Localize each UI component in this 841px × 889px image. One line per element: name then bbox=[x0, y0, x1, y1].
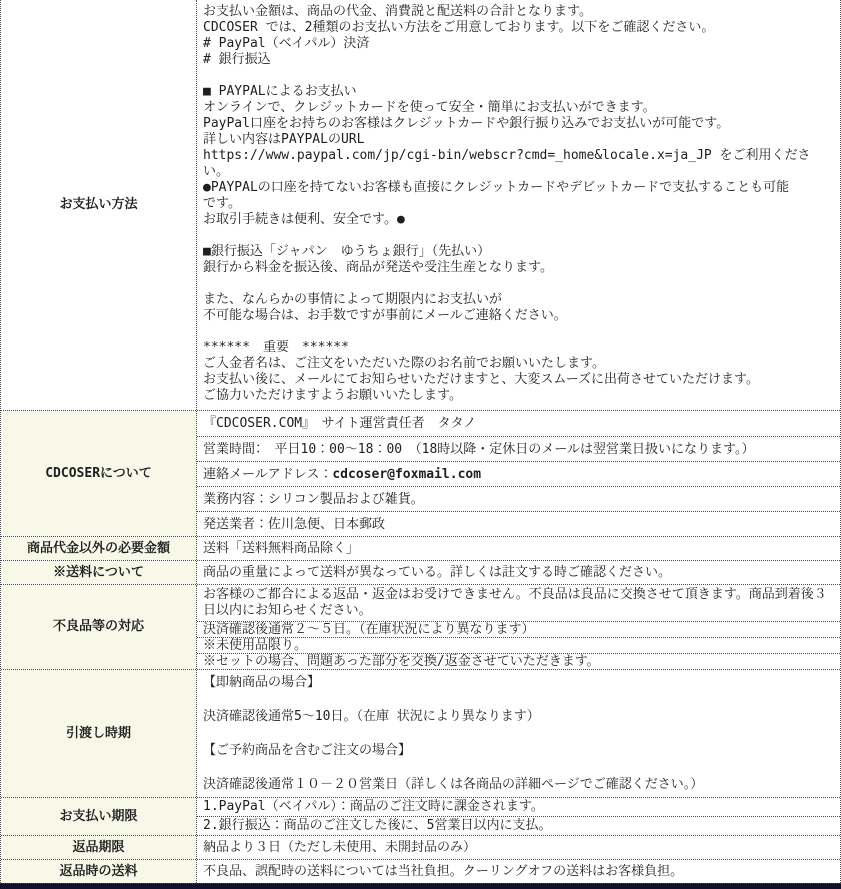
delivery-time-content bbox=[197, 670, 840, 797]
text-line: 不可能な場合は、お手数ですが事前にメールご連絡ください。 bbox=[203, 308, 567, 323]
table-row-defective-items bbox=[1, 584, 840, 669]
payment-deadline-content bbox=[197, 798, 840, 835]
text-line: # PayPal（ベイパル）決済 bbox=[203, 36, 370, 51]
table-row-shipping-note bbox=[1, 560, 840, 584]
text-line: 【ご予約商品を含むご注文の場合】 bbox=[203, 743, 412, 758]
paypal-url-line: https://www.paypal.com/jp/cgi-bin/webscr?cmd=_home&locale.x=ja_JP をご利用ください。 bbox=[203, 148, 811, 179]
unused-only-cell: ※未使用品限り。 bbox=[197, 637, 840, 653]
table-row-extra-fees bbox=[1, 536, 840, 560]
blank-line bbox=[203, 276, 836, 292]
text-line: お取引手続きは便利、安全です。● bbox=[203, 212, 405, 227]
text-line: お支払い金額は、商品の代金、消費説と配送料の合計となります。 bbox=[203, 4, 592, 19]
blank-line bbox=[203, 324, 836, 340]
row-header-shipping-note: ※送料について bbox=[1, 561, 197, 584]
row-header-extra-fees: 商品代金以外の必要金額 bbox=[1, 537, 197, 560]
blank-line bbox=[203, 691, 836, 708]
text-line: オンラインで、クレジットカードを使って安全・簡単にお支払いができます。 bbox=[203, 100, 656, 115]
business-description-cell: 業務内容：シリコン製品および雑貨。 bbox=[197, 486, 840, 511]
text-line: 【即納商品の場合】 bbox=[203, 675, 321, 690]
delivery-time-cell bbox=[197, 670, 840, 797]
shipping-carriers-cell: 発送業者：佐川急便、日本郵政 bbox=[197, 511, 840, 536]
table-row-return-deadline bbox=[1, 835, 840, 859]
row-header-payment-deadline: お支払い期限 bbox=[1, 798, 197, 835]
text-line: CDCOSER では、2種類のお支払い方法をご用意しております。以下をご確認ください。 bbox=[203, 20, 715, 35]
row-header-return-deadline: 返品期限 bbox=[1, 836, 197, 859]
text-line: ●PAYPALの口座を持てないお客様も直接にクレジットカードやデビットカードで支払することも可能 bbox=[203, 180, 790, 195]
text-line: ご入金者名は、ご注文をいただいた際のお名前でお願いいたします。 bbox=[203, 356, 605, 371]
table-row-return-shipping bbox=[1, 859, 840, 883]
payment-method-content bbox=[197, 0, 840, 410]
text-line: また、なんらかの事情によって期限内にお支払いが bbox=[203, 292, 503, 307]
text-line: ご協力いただけますようお願いいたします。 bbox=[203, 388, 462, 403]
row-header-payment-method: お支払い方法 bbox=[1, 0, 197, 410]
return-shipping-content bbox=[197, 860, 840, 883]
return-deadline-content bbox=[197, 836, 840, 859]
blank-line bbox=[203, 228, 836, 244]
return-deadline-cell: 納品より３日（ただし未使用、未開封品のみ） bbox=[203, 840, 477, 855]
shipping-note-cell: 商品の重量によって送料が異なっている。詳しくは註文する時ご確認ください。 bbox=[203, 565, 672, 580]
contact-email-label: 連絡メールアドレス： bbox=[203, 467, 333, 482]
table-row-payment-deadline bbox=[1, 797, 840, 835]
bottom-bar bbox=[0, 883, 841, 889]
extra-fees-content bbox=[197, 537, 840, 560]
table-row-payment-method bbox=[1, 0, 840, 410]
text-line: 決済確認後通常１０－２０営業日（詳しくは各商品の詳細ページでご確認ください。） bbox=[203, 777, 704, 792]
defective-items-content bbox=[197, 585, 840, 669]
table-row-delivery-time bbox=[1, 669, 840, 797]
bank-deadline-cell: 2.銀行振込：商品のご注文した後に、5営業日以内に支払。 bbox=[197, 816, 840, 835]
about-cdcoser-content bbox=[197, 411, 840, 536]
extra-fees-cell: 送料「送料無料商品除く」 bbox=[203, 541, 360, 556]
text-line: 詳しい内容はPAYPALのURL bbox=[203, 132, 365, 147]
table-row-about-cdcoser bbox=[1, 410, 840, 536]
return-shipping-cell: 不良品、誤配時の送料については当社負担。クーリングオフの送料はお客様負担。 bbox=[203, 864, 684, 879]
text-line: # 銀行振込 bbox=[203, 52, 271, 67]
row-header-delivery-time: 引渡し時期 bbox=[1, 670, 197, 797]
text-line: PayPal口座をお持ちのお客様はクレジットカードや銀行振り込みでお支払いが可能です。 bbox=[203, 116, 730, 131]
text-line: 銀行から料金を振込後、商品が発送や受注生産となります。 bbox=[203, 260, 553, 275]
contact-email: cdcoser@foxmail.com bbox=[332, 467, 482, 482]
important-note-heading: ****** 重要 ****** bbox=[203, 340, 349, 355]
return-policy-cell: お客様のご都合による返品・返金はお受けできません。不良品は良品に交換させて頂きます。商品到着後３日以内にお知らせください。 bbox=[203, 587, 827, 618]
text-line: お支払い後に、メールにてお知らせいただけますと、大変スムーズに出荷させていただけます。 bbox=[203, 372, 760, 387]
business-hours-cell: 営業時間： 平日10：00～18：00 （18時以降・定休日のメールは翌営業日扱いになります。） bbox=[197, 436, 840, 461]
shipping-note-content bbox=[197, 561, 840, 584]
blank-line bbox=[203, 68, 836, 84]
text-line: ■銀行振込「ジャパン ゆうちょ銀行」（先払い） bbox=[203, 244, 491, 259]
paypal-deadline-cell: 1.PayPal（ベイパル）：商品のご注文時に課金されます。 bbox=[203, 799, 544, 814]
blank-line bbox=[203, 759, 836, 776]
row-header-defective-items: 不良品等の対応 bbox=[1, 585, 197, 669]
row-header-return-shipping: 返品時の送料 bbox=[1, 860, 197, 883]
blank-line bbox=[203, 725, 836, 742]
exchange-time-cell: 決済確認後通常２～５日。（在庫状況により異なります） bbox=[197, 621, 840, 637]
set-exchange-cell: ※セットの場合、問題あった部分を交換/返金させていただきます。 bbox=[197, 653, 840, 669]
payment-method-cell bbox=[197, 0, 840, 410]
row-header-about-cdcoser: CDCOSERについて bbox=[1, 411, 197, 536]
contact-email-cell bbox=[197, 461, 840, 486]
text-line: です。 bbox=[203, 196, 241, 211]
site-operator-cell: 『CDCOSER.COM』 サイト運営責任者 タタノ bbox=[203, 416, 477, 431]
text-line: ■ PAYPALによるお支払い bbox=[203, 84, 357, 99]
text-line: 決済確認後通常5～10日。（在庫 状況により異なります） bbox=[203, 709, 540, 724]
